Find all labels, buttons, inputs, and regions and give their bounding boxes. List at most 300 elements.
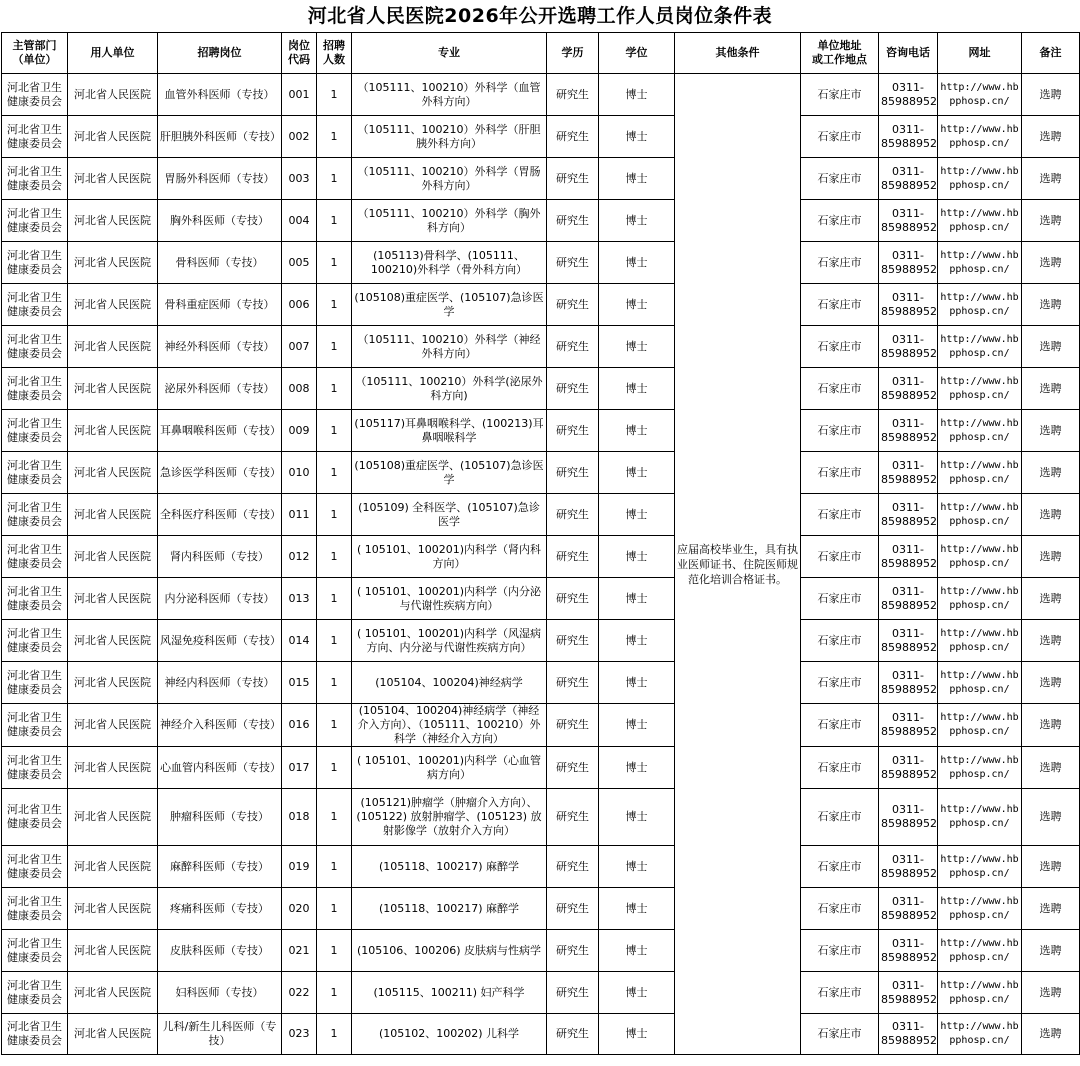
location-cell: 石家庄市 (801, 410, 879, 452)
note-cell: 选聘 (1022, 972, 1080, 1014)
dept-cell: 河北省卫生健康委员会 (2, 116, 68, 158)
position-cell: 神经介入科医师（专技） (158, 704, 282, 747)
major-cell: (105117)耳鼻咽喉科学、(100213)耳鼻咽喉科学 (352, 410, 547, 452)
major-cell: ( 105101、100201)内科学（肾内科方向） (352, 536, 547, 578)
education-cell: 研究生 (547, 74, 599, 116)
major-cell: （105111、100210）外科学（神经外科方向） (352, 326, 547, 368)
count-cell: 1 (317, 1014, 352, 1055)
position-cell: 肾内科医师（专技） (158, 536, 282, 578)
dept-cell: 河北省卫生健康委员会 (2, 888, 68, 930)
unit-cell: 河北省人民医院 (68, 578, 158, 620)
count-cell: 1 (317, 620, 352, 662)
note-cell: 选聘 (1022, 662, 1080, 704)
note-cell: 选聘 (1022, 620, 1080, 662)
table-row (2, 200, 1080, 242)
major-cell: （105111、100210）外科学（血管外科方向） (352, 74, 547, 116)
note-cell: 选聘 (1022, 284, 1080, 326)
education-cell: 研究生 (547, 284, 599, 326)
dept-cell: 河北省卫生健康委员会 (2, 620, 68, 662)
code-cell: 016 (282, 704, 317, 747)
major-cell: (105102、100202) 儿科学 (352, 1014, 547, 1055)
note-cell: 选聘 (1022, 888, 1080, 930)
unit-cell: 河北省人民医院 (68, 789, 158, 846)
position-cell: 神经内科医师（专技） (158, 662, 282, 704)
phone-cell: 0311-85988952 (879, 704, 938, 747)
phone-cell: 0311-85988952 (879, 74, 938, 116)
position-cell: 胸外科医师（专技） (158, 200, 282, 242)
positions-table (1, 32, 1080, 1055)
position-cell: 胃肠外科医师（专技） (158, 158, 282, 200)
unit-cell: 河北省人民医院 (68, 1014, 158, 1055)
major-cell: (105104、100204)神经病学 (352, 662, 547, 704)
dept-cell: 河北省卫生健康委员会 (2, 494, 68, 536)
location-cell: 石家庄市 (801, 1014, 879, 1055)
degree-cell: 博士 (599, 620, 675, 662)
code-cell: 022 (282, 972, 317, 1014)
position-cell: 骨科重症医师（专技） (158, 284, 282, 326)
degree-cell: 博士 (599, 326, 675, 368)
code-cell: 019 (282, 846, 317, 888)
dept-cell: 河北省卫生健康委员会 (2, 200, 68, 242)
position-cell: 心血管内科医师（专技） (158, 747, 282, 789)
degree-cell: 博士 (599, 74, 675, 116)
note-cell: 选聘 (1022, 200, 1080, 242)
table-row (2, 116, 1080, 158)
education-cell: 研究生 (547, 158, 599, 200)
location-cell: 石家庄市 (801, 578, 879, 620)
location-cell: 石家庄市 (801, 494, 879, 536)
degree-cell: 博士 (599, 284, 675, 326)
count-cell: 1 (317, 662, 352, 704)
unit-cell: 河北省人民医院 (68, 747, 158, 789)
website-cell: http://www.hbpphosp.cn/ (938, 200, 1022, 242)
degree-cell: 博士 (599, 846, 675, 888)
education-cell: 研究生 (547, 494, 599, 536)
location-cell: 石家庄市 (801, 74, 879, 116)
location-cell: 石家庄市 (801, 747, 879, 789)
table-body (2, 74, 1080, 1055)
education-cell: 研究生 (547, 704, 599, 747)
dept-cell: 河北省卫生健康委员会 (2, 789, 68, 846)
education-cell: 研究生 (547, 536, 599, 578)
education-cell: 研究生 (547, 200, 599, 242)
header-note: 备注 (1022, 33, 1080, 74)
education-cell: 研究生 (547, 368, 599, 410)
count-cell: 1 (317, 284, 352, 326)
website-cell: http://www.hbpphosp.cn/ (938, 972, 1022, 1014)
header-phone: 咨询电话 (879, 33, 938, 74)
code-cell: 009 (282, 410, 317, 452)
note-cell: 选聘 (1022, 242, 1080, 284)
position-cell: 全科医疗科医师（专技） (158, 494, 282, 536)
phone-cell: 0311-85988952 (879, 410, 938, 452)
major-cell: (105104、100204)神经病学（神经介入方向）、（105111、100210）外科学（神经介入方向） (352, 704, 547, 747)
degree-cell: 博士 (599, 747, 675, 789)
table-row (2, 242, 1080, 284)
table-row (2, 74, 1080, 116)
code-cell: 014 (282, 620, 317, 662)
website-cell: http://www.hbpphosp.cn/ (938, 494, 1022, 536)
position-cell: 风湿免疫科医师（专技） (158, 620, 282, 662)
dept-cell: 河北省卫生健康委员会 (2, 536, 68, 578)
website-cell: http://www.hbpphosp.cn/ (938, 620, 1022, 662)
header-degree: 学位 (599, 33, 675, 74)
header-other: 其他条件 (675, 33, 801, 74)
phone-cell: 0311-85988952 (879, 494, 938, 536)
location-cell: 石家庄市 (801, 620, 879, 662)
position-cell: 骨科医师（专技） (158, 242, 282, 284)
degree-cell: 博士 (599, 888, 675, 930)
major-cell: (105113)骨科学、(105111、100210)外科学（骨外科方向） (352, 242, 547, 284)
table-row (2, 704, 1080, 747)
major-cell: ( 105101、100201)内科学（风湿病方向、内分泌与代谢性疾病方向） (352, 620, 547, 662)
location-cell: 石家庄市 (801, 930, 879, 972)
location-cell: 石家庄市 (801, 200, 879, 242)
table-row (2, 410, 1080, 452)
location-cell: 石家庄市 (801, 158, 879, 200)
unit-cell: 河北省人民医院 (68, 116, 158, 158)
website-cell: http://www.hbpphosp.cn/ (938, 888, 1022, 930)
education-cell: 研究生 (547, 662, 599, 704)
location-cell: 石家庄市 (801, 789, 879, 846)
table-row (2, 662, 1080, 704)
degree-cell: 博士 (599, 704, 675, 747)
website-cell: http://www.hbpphosp.cn/ (938, 1014, 1022, 1055)
unit-cell: 河北省人民医院 (68, 200, 158, 242)
major-cell: (105118、100217) 麻醉学 (352, 846, 547, 888)
count-cell: 1 (317, 789, 352, 846)
unit-cell: 河北省人民医院 (68, 888, 158, 930)
website-cell: http://www.hbpphosp.cn/ (938, 326, 1022, 368)
note-cell: 选聘 (1022, 410, 1080, 452)
phone-cell: 0311-85988952 (879, 888, 938, 930)
position-cell: 神经外科医师（专技） (158, 326, 282, 368)
degree-cell: 博士 (599, 536, 675, 578)
phone-cell: 0311-85988952 (879, 452, 938, 494)
major-cell: (105106、100206) 皮肤病与性病学 (352, 930, 547, 972)
count-cell: 1 (317, 242, 352, 284)
degree-cell: 博士 (599, 116, 675, 158)
count-cell: 1 (317, 452, 352, 494)
count-cell: 1 (317, 368, 352, 410)
phone-cell: 0311-85988952 (879, 930, 938, 972)
header-row (2, 33, 1080, 74)
dept-cell: 河北省卫生健康委员会 (2, 242, 68, 284)
position-cell: 急诊医学科医师（专技） (158, 452, 282, 494)
code-cell: 021 (282, 930, 317, 972)
website-cell: http://www.hbpphosp.cn/ (938, 158, 1022, 200)
degree-cell: 博士 (599, 930, 675, 972)
code-cell: 005 (282, 242, 317, 284)
table-row (2, 494, 1080, 536)
phone-cell: 0311-85988952 (879, 284, 938, 326)
table-row (2, 789, 1080, 846)
location-cell: 石家庄市 (801, 284, 879, 326)
unit-cell: 河北省人民医院 (68, 704, 158, 747)
table-row (2, 846, 1080, 888)
position-cell: 疼痛科医师（专技） (158, 888, 282, 930)
education-cell: 研究生 (547, 1014, 599, 1055)
position-cell: 肿瘤科医师（专技） (158, 789, 282, 846)
position-cell: 皮肤科医师（专技） (158, 930, 282, 972)
table-row (2, 930, 1080, 972)
website-cell: http://www.hbpphosp.cn/ (938, 536, 1022, 578)
table-row (2, 158, 1080, 200)
major-cell: （105111、100210）外科学(泌尿外科方向) (352, 368, 547, 410)
count-cell: 1 (317, 888, 352, 930)
note-cell: 选聘 (1022, 158, 1080, 200)
degree-cell: 博士 (599, 200, 675, 242)
website-cell: http://www.hbpphosp.cn/ (938, 242, 1022, 284)
code-cell: 002 (282, 116, 317, 158)
education-cell: 研究生 (547, 888, 599, 930)
dept-cell: 河北省卫生健康委员会 (2, 747, 68, 789)
code-cell: 018 (282, 789, 317, 846)
unit-cell: 河北省人民医院 (68, 242, 158, 284)
note-cell: 选聘 (1022, 368, 1080, 410)
count-cell: 1 (317, 972, 352, 1014)
code-cell: 023 (282, 1014, 317, 1055)
header-count: 招聘 人数 (317, 33, 352, 74)
table-row (2, 452, 1080, 494)
major-cell: ( 105101、100201)内科学（内分泌与代谢性疾病方向） (352, 578, 547, 620)
note-cell: 选聘 (1022, 326, 1080, 368)
dept-cell: 河北省卫生健康委员会 (2, 326, 68, 368)
count-cell: 1 (317, 578, 352, 620)
code-cell: 015 (282, 662, 317, 704)
table-row (2, 747, 1080, 789)
education-cell: 研究生 (547, 789, 599, 846)
education-cell: 研究生 (547, 116, 599, 158)
location-cell: 石家庄市 (801, 368, 879, 410)
note-cell: 选聘 (1022, 452, 1080, 494)
dept-cell: 河北省卫生健康委员会 (2, 1014, 68, 1055)
education-cell: 研究生 (547, 972, 599, 1014)
note-cell: 选聘 (1022, 116, 1080, 158)
header-major: 专业 (352, 33, 547, 74)
major-cell: (105115、100211) 妇产科学 (352, 972, 547, 1014)
note-cell: 选聘 (1022, 74, 1080, 116)
unit-cell: 河北省人民医院 (68, 452, 158, 494)
website-cell: http://www.hbpphosp.cn/ (938, 747, 1022, 789)
header-code: 岗位 代码 (282, 33, 317, 74)
unit-cell: 河北省人民医院 (68, 662, 158, 704)
phone-cell: 0311-85988952 (879, 200, 938, 242)
phone-cell: 0311-85988952 (879, 368, 938, 410)
phone-cell: 0311-85988952 (879, 620, 938, 662)
unit-cell: 河北省人民医院 (68, 494, 158, 536)
education-cell: 研究生 (547, 930, 599, 972)
location-cell: 石家庄市 (801, 846, 879, 888)
phone-cell: 0311-85988952 (879, 789, 938, 846)
location-cell: 石家庄市 (801, 242, 879, 284)
website-cell: http://www.hbpphosp.cn/ (938, 578, 1022, 620)
location-cell: 石家庄市 (801, 536, 879, 578)
note-cell: 选聘 (1022, 578, 1080, 620)
code-cell: 011 (282, 494, 317, 536)
position-cell: 血管外科医师（专技） (158, 74, 282, 116)
degree-cell: 博士 (599, 578, 675, 620)
website-cell: http://www.hbpphosp.cn/ (938, 452, 1022, 494)
phone-cell: 0311-85988952 (879, 662, 938, 704)
phone-cell: 0311-85988952 (879, 242, 938, 284)
position-cell: 耳鼻咽喉科医师（专技） (158, 410, 282, 452)
education-cell: 研究生 (547, 578, 599, 620)
note-cell: 选聘 (1022, 536, 1080, 578)
location-cell: 石家庄市 (801, 326, 879, 368)
count-cell: 1 (317, 116, 352, 158)
degree-cell: 博士 (599, 410, 675, 452)
location-cell: 石家庄市 (801, 972, 879, 1014)
website-cell: http://www.hbpphosp.cn/ (938, 116, 1022, 158)
unit-cell: 河北省人民医院 (68, 410, 158, 452)
dept-cell: 河北省卫生健康委员会 (2, 930, 68, 972)
major-cell: (105109) 全科医学、(105107)急诊医学 (352, 494, 547, 536)
code-cell: 007 (282, 326, 317, 368)
unit-cell: 河北省人民医院 (68, 930, 158, 972)
count-cell: 1 (317, 200, 352, 242)
website-cell: http://www.hbpphosp.cn/ (938, 930, 1022, 972)
header-education: 学历 (547, 33, 599, 74)
header-unit: 用人单位 (68, 33, 158, 74)
unit-cell: 河北省人民医院 (68, 158, 158, 200)
dept-cell: 河北省卫生健康委员会 (2, 74, 68, 116)
count-cell: 1 (317, 410, 352, 452)
dept-cell: 河北省卫生健康委员会 (2, 410, 68, 452)
degree-cell: 博士 (599, 662, 675, 704)
code-cell: 017 (282, 747, 317, 789)
major-cell: ( 105101、100201)内科学（心血管病方向） (352, 747, 547, 789)
note-cell: 选聘 (1022, 1014, 1080, 1055)
count-cell: 1 (317, 930, 352, 972)
location-cell: 石家庄市 (801, 662, 879, 704)
table-row (2, 620, 1080, 662)
degree-cell: 博士 (599, 158, 675, 200)
position-cell: 肝胆胰外科医师（专技） (158, 116, 282, 158)
website-cell: http://www.hbpphosp.cn/ (938, 662, 1022, 704)
education-cell: 研究生 (547, 747, 599, 789)
header-website: 网址 (938, 33, 1022, 74)
major-cell: （105111、100210）外科学（肝胆胰外科方向） (352, 116, 547, 158)
major-cell: (105108)重症医学、(105107)急诊医学 (352, 452, 547, 494)
dept-cell: 河北省卫生健康委员会 (2, 578, 68, 620)
unit-cell: 河北省人民医院 (68, 536, 158, 578)
count-cell: 1 (317, 846, 352, 888)
education-cell: 研究生 (547, 846, 599, 888)
note-cell: 选聘 (1022, 704, 1080, 747)
degree-cell: 博士 (599, 242, 675, 284)
unit-cell: 河北省人民医院 (68, 972, 158, 1014)
unit-cell: 河北省人民医院 (68, 284, 158, 326)
website-cell: http://www.hbpphosp.cn/ (938, 284, 1022, 326)
count-cell: 1 (317, 536, 352, 578)
unit-cell: 河北省人民医院 (68, 620, 158, 662)
dept-cell: 河北省卫生健康委员会 (2, 846, 68, 888)
major-cell: （105111、100210）外科学（胃肠外科方向） (352, 158, 547, 200)
table-row (2, 1014, 1080, 1055)
location-cell: 石家庄市 (801, 452, 879, 494)
note-cell: 选聘 (1022, 789, 1080, 846)
position-cell: 妇科医师（专技） (158, 972, 282, 1014)
note-cell: 选聘 (1022, 846, 1080, 888)
code-cell: 012 (282, 536, 317, 578)
table-row (2, 284, 1080, 326)
position-cell: 麻醉科医师（专技） (158, 846, 282, 888)
unit-cell: 河北省人民医院 (68, 368, 158, 410)
count-cell: 1 (317, 747, 352, 789)
phone-cell: 0311-85988952 (879, 747, 938, 789)
header-dept: 主管部门 （单位） (2, 33, 68, 74)
unit-cell: 河北省人民医院 (68, 846, 158, 888)
dept-cell: 河北省卫生健康委员会 (2, 158, 68, 200)
position-cell: 儿科/新生儿科医师（专技） (158, 1014, 282, 1055)
dept-cell: 河北省卫生健康委员会 (2, 452, 68, 494)
education-cell: 研究生 (547, 410, 599, 452)
count-cell: 1 (317, 326, 352, 368)
major-cell: (105108)重症医学、(105107)急诊医学 (352, 284, 547, 326)
education-cell: 研究生 (547, 242, 599, 284)
education-cell: 研究生 (547, 452, 599, 494)
page-title: 河北省人民医院2026年公开选聘工作人员岗位条件表 (307, 5, 773, 27)
table-row (2, 368, 1080, 410)
code-cell: 004 (282, 200, 317, 242)
phone-cell: 0311-85988952 (879, 536, 938, 578)
degree-cell: 博士 (599, 972, 675, 1014)
degree-cell: 博士 (599, 494, 675, 536)
count-cell: 1 (317, 704, 352, 747)
dept-cell: 河北省卫生健康委员会 (2, 972, 68, 1014)
count-cell: 1 (317, 494, 352, 536)
note-cell: 选聘 (1022, 494, 1080, 536)
table-row (2, 972, 1080, 1014)
location-cell: 石家庄市 (801, 704, 879, 747)
code-cell: 020 (282, 888, 317, 930)
dept-cell: 河北省卫生健康委员会 (2, 662, 68, 704)
header-position: 招聘岗位 (158, 33, 282, 74)
code-cell: 010 (282, 452, 317, 494)
code-cell: 001 (282, 74, 317, 116)
major-cell: (105121)肿瘤学（肿瘤介入方向）、(105122) 放射肿瘤学、(105123) 放射影像学（放射介入方向） (352, 789, 547, 846)
location-cell: 石家庄市 (801, 888, 879, 930)
note-cell: 选聘 (1022, 930, 1080, 972)
degree-cell: 博士 (599, 452, 675, 494)
website-cell: http://www.hbpphosp.cn/ (938, 368, 1022, 410)
website-cell: http://www.hbpphosp.cn/ (938, 410, 1022, 452)
note-cell: 选聘 (1022, 747, 1080, 789)
code-cell: 003 (282, 158, 317, 200)
phone-cell: 0311-85988952 (879, 1014, 938, 1055)
table-row (2, 536, 1080, 578)
code-cell: 008 (282, 368, 317, 410)
table-row (2, 326, 1080, 368)
major-cell: （105111、100210）外科学（胸外科方向） (352, 200, 547, 242)
position-cell: 泌尿外科医师（专技） (158, 368, 282, 410)
table-row (2, 888, 1080, 930)
code-cell: 006 (282, 284, 317, 326)
major-cell: (105118、100217) 麻醉学 (352, 888, 547, 930)
code-cell: 013 (282, 578, 317, 620)
phone-cell: 0311-85988952 (879, 846, 938, 888)
degree-cell: 博士 (599, 789, 675, 846)
position-cell: 内分泌科医师（专技） (158, 578, 282, 620)
count-cell: 1 (317, 158, 352, 200)
website-cell: http://www.hbpphosp.cn/ (938, 789, 1022, 846)
education-cell: 研究生 (547, 620, 599, 662)
phone-cell: 0311-85988952 (879, 578, 938, 620)
phone-cell: 0311-85988952 (879, 972, 938, 1014)
location-cell: 石家庄市 (801, 116, 879, 158)
unit-cell: 河北省人民医院 (68, 326, 158, 368)
